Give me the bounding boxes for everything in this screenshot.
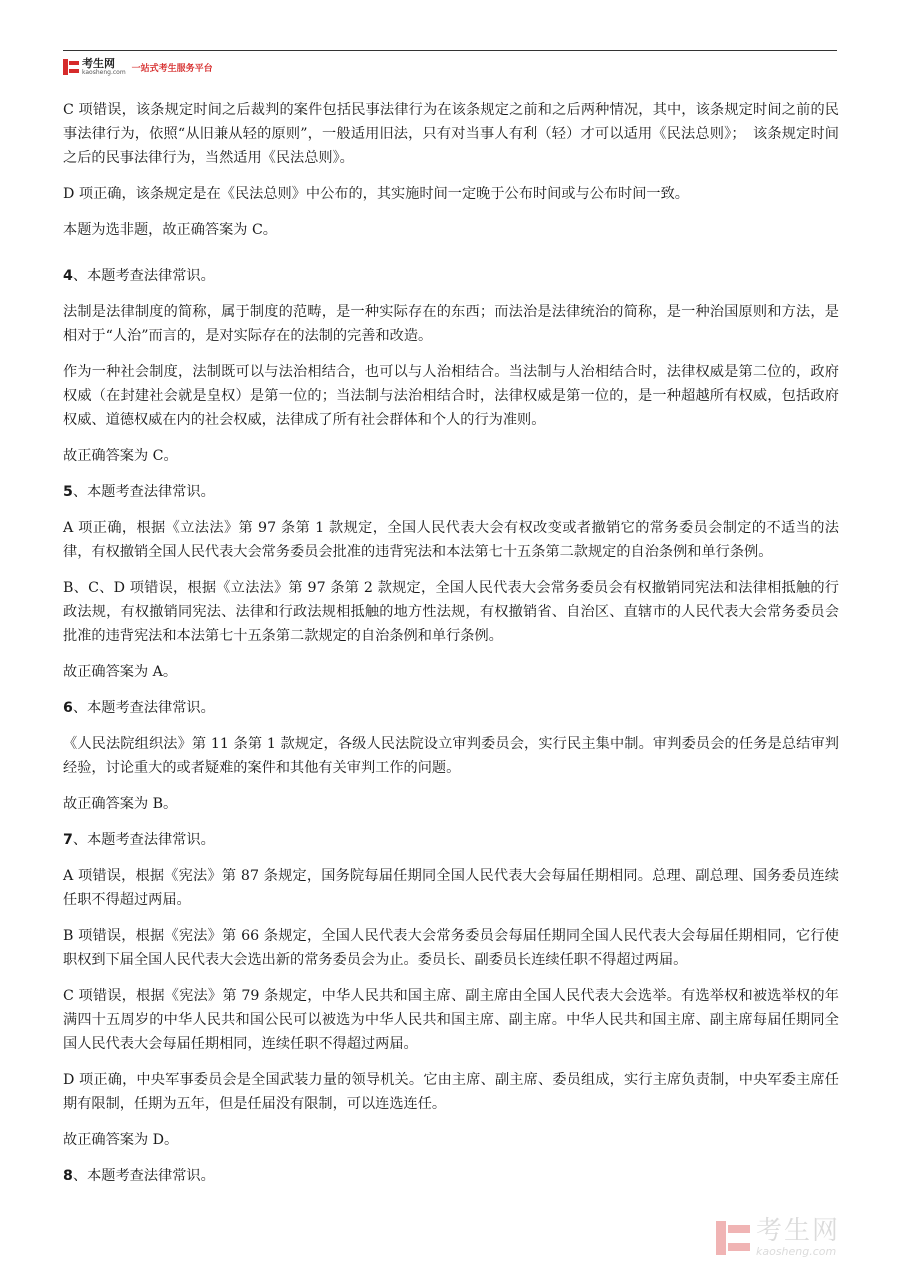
document-body bbox=[63, 98, 839, 1200]
body-paragraph: 本题为选非题，故正确答案为 C。 bbox=[63, 222, 277, 238]
question-heading-text: 、本题考查法律常识。 bbox=[72, 268, 215, 284]
body-paragraph: D 项正确，该条规定是在《民法总则》中公布的，其实施时间一定晚于公布时间或与公布时间一致。 bbox=[63, 186, 689, 202]
watermark-logo-icon bbox=[716, 1221, 750, 1255]
question-heading-text: 、本题考查法律常识。 bbox=[72, 1168, 215, 1184]
watermark-domain: kaosheng.com bbox=[755, 1245, 837, 1258]
logo-name: 考生网 bbox=[82, 57, 115, 70]
body-paragraph: A 项错误，根据《宪法》第 87 条规定，国务院每届任期同全国人民代表大会每届任期相同。总理、副总理、国务委员连续任职不得超过两届。 bbox=[63, 868, 839, 908]
question-heading-text: 、本题考查法律常识。 bbox=[72, 700, 215, 716]
body-paragraph: D 项正确，中央军事委员会是全国武装力量的领导机关。它由主席、副主席、委员组成，实行主席负责制，中央军委主席任期有限制，任期为五年，但是任届没有限制，可以连选连任。 bbox=[63, 1072, 839, 1112]
site-logo[interactable] bbox=[63, 57, 213, 77]
question-heading-text: 、本题考查法律常识。 bbox=[72, 832, 215, 848]
header-rule bbox=[63, 50, 837, 51]
body-paragraph: A 项正确，根据《立法法》第 97 条第 1 款规定，全国人民代表大会有权改变或者撤销它的常务委员会制定的不适当的法律，有权撤销全国人民代表大会常务委员会批准的违背宪法和本法第七十五条第二款规定的自治条例和单行条例。 bbox=[63, 520, 839, 560]
body-paragraph: C 项错误，该条规定时间之后裁判的案件包括民事法律行为在该条规定之前和之后两种情况，其中，该条规定时间之前的民事法律行为，依照“从旧兼从轻的原则”，一般适用旧法，只有对当事人有利（轻）才可以适用《民法总则》； 该条规定时间之后的民事法律行为，当然适用《民法总则》。 bbox=[63, 102, 839, 166]
question-heading bbox=[63, 696, 839, 720]
question-heading bbox=[63, 264, 839, 288]
question-number: 8 bbox=[63, 1168, 73, 1184]
question-number: 7 bbox=[63, 832, 73, 848]
watermark-text bbox=[756, 1218, 840, 1257]
logo-text bbox=[82, 58, 126, 76]
body-paragraph: 故正确答案为 C。 bbox=[63, 448, 178, 464]
watermark bbox=[716, 1218, 840, 1257]
page-header bbox=[63, 50, 837, 82]
body-paragraph: 故正确答案为 A。 bbox=[63, 664, 178, 680]
body-paragraph: 法制是法律制度的简称，属于制度的范畴，是一种实际存在的东西；而法治是法律统治的简称，是一种治国原则和方法，是相对于“人治”而言的，是对实际存在的法制的完善和改造。 bbox=[63, 304, 839, 344]
question-heading bbox=[63, 480, 839, 504]
body-paragraph: 故正确答案为 D。 bbox=[63, 1132, 179, 1148]
body-paragraph: 故正确答案为 B。 bbox=[63, 796, 178, 812]
question-heading bbox=[63, 1164, 839, 1188]
body-paragraph: B 项错误，根据《宪法》第 66 条规定，全国人民代表大会常务委员会每届任期同全国人民代表大会每届任期相同，它行使职权到下届全国人民代表大会选出新的常务委员会为止。委员长、副委员长连续任职不得超过两届。 bbox=[63, 928, 839, 968]
question-number: 5 bbox=[63, 484, 73, 500]
question-number: 4 bbox=[63, 268, 73, 284]
watermark-name: 考生网 bbox=[755, 1216, 840, 1246]
logo-slogan: 一站式考生服务平台 bbox=[131, 63, 213, 74]
question-heading bbox=[63, 828, 839, 852]
body-paragraph: B、C、D 项错误，根据《立法法》第 97 条第 2 款规定，全国人民代表大会常务委员会有权撤销同宪法和法律相抵触的行政法规，有权撤销同宪法、法律和行政法规相抵触的地方性法规，有权撤销省、自治区、直辖市的人民代表大会常务委员会批准的违背宪法和本法第七十五条第二款规定的自治条例和单行条例。 bbox=[63, 580, 839, 644]
body-paragraph: 《人民法院组织法》第 11 条第 1 款规定，各级人民法院设立审判委员会，实行民主集中制。审判委员会的任务是总结审判经验，讨论重大的或者疑难的案件和其他有关审判工作的问题。 bbox=[63, 736, 839, 776]
question-heading-text: 、本题考查法律常识。 bbox=[72, 484, 215, 500]
body-paragraph: C 项错误，根据《宪法》第 79 条规定，中华人民共和国主席、副主席由全国人民代表大会选举。有选举权和被选举权的年满四十五周岁的中华人民共和国公民可以被选为中华人民共和国主席、副主席。中华人民共和国主席、副主席每届任期同全国人民代表大会每届任期相同，连续任职不得超过两届。 bbox=[63, 988, 839, 1052]
body-paragraph: 作为一种社会制度，法制既可以与法治相结合，也可以与人治相结合。当法制与人治相结合时，法律权威是第二位的，政府权威（在封建社会就是皇权）是第一位的；当法制与法治相结合时，法律权威是第一位的，是一种超越所有权威，包括政府权威、道德权威在内的社会权威，法律成了所有社会群体和个人的行为准则。 bbox=[63, 364, 839, 428]
logo-domain: kaosheng.com bbox=[82, 69, 126, 76]
question-number: 6 bbox=[63, 700, 73, 716]
logo-mark-icon bbox=[63, 59, 79, 75]
